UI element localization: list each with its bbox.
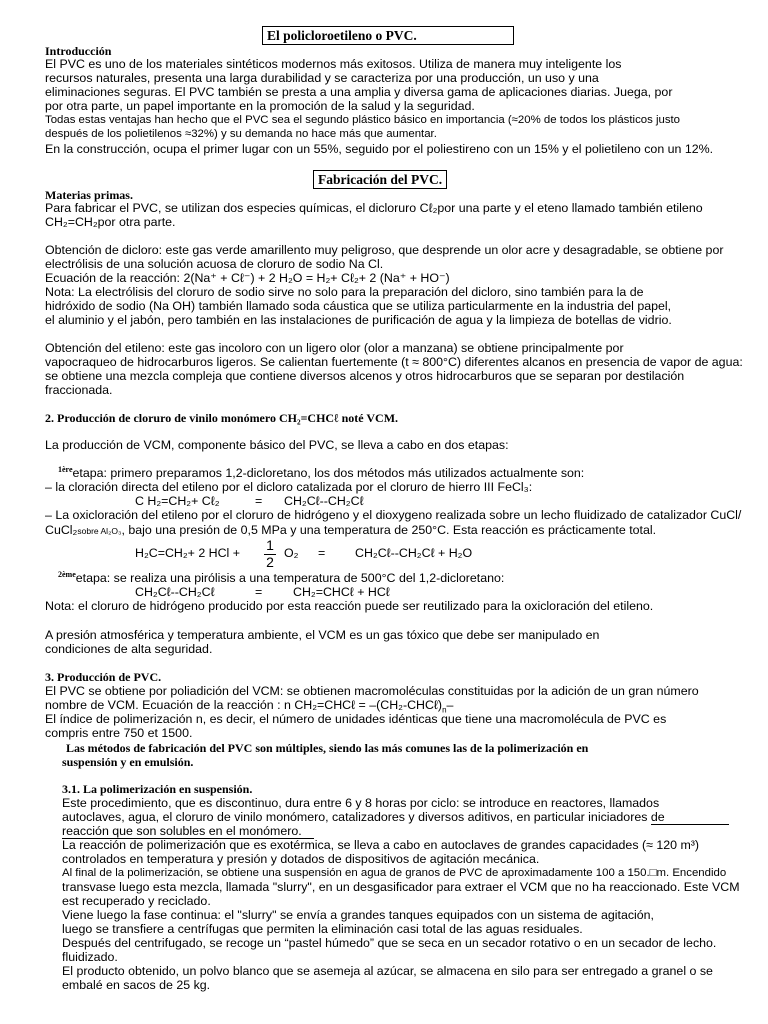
suspension-heading: 3.1. La polimerización en suspensión.	[62, 782, 253, 796]
intro-line: El PVC es uno de los materiales sintéticos modernos más exitosos. Utiliza de manera muy inteligente los	[45, 57, 622, 71]
eq2-equals: =	[318, 546, 326, 560]
produccion-equation	[45, 698, 454, 715]
eq3-equals: =	[255, 585, 263, 599]
suspension-line2: luego se transfiere a centrífugas que permiten la eliminación casi total de las aguas residuales.	[62, 922, 583, 936]
intro-line: después de los polietilenos ≈32%) y su demanda no hace más que aumentar.	[45, 128, 437, 140]
materias-line: Para fabricar el PVC, se utilizan dos especies químicas, el dicloruro Cℓ₂por una parte y el eteno llamado también etileno	[45, 201, 703, 215]
produccion-line: compris entre 750 et 1500.	[45, 726, 193, 740]
suspension-small-line: transvase luego esta mezcla, llamada "slurry", en un desgasificador para extraer el VCM que no ha reaccionado. Este VCM	[62, 880, 740, 894]
etapa1-line	[58, 466, 584, 480]
etapa2-line	[58, 571, 504, 585]
etapa2-ordinal: 2ème	[58, 569, 76, 579]
eq2-right: CH₂Cℓ--CH₂Cℓ + H₂O	[355, 546, 473, 560]
poly-subscript: n	[442, 705, 447, 715]
suspension-line2: El producto obtenido, un polvo blanco que se asemeja al azúcar, se almacena en silo para ser entregado a granel o se	[62, 964, 713, 978]
materias-heading: Materias primas.	[45, 188, 133, 202]
eq2-left: H₂C=CH₂+ 2 HCl +	[135, 546, 240, 560]
etileno-line: Obtención del etileno: este gas incoloro con un ligero olor (olor a manzana) se obtiene principalmente por	[45, 341, 624, 355]
oxi-conditions: , bajo una presión de 0,5 MPa y una temperatura de 250°C. Esta reacción es prácticamente total.	[121, 523, 657, 537]
presion-line: A presión atmosférica y temperatura ambiente, el VCM es un gas tóxico que debe ser manipulado en	[45, 628, 600, 642]
dicloro-line: Obtención de dicloro: este gas verde amarillento muy peligroso, que desprende un olor acre y desagradable, se obtiene por	[45, 243, 724, 257]
dicloro-line: electrólisis de una solución acuosa de cloruro de sodio Na Cl.	[45, 257, 384, 271]
poly-end: –	[446, 698, 454, 712]
oxicloracion-line: – La oxicloración del etileno por el cloruro de hidrógeno y el dioxygeno realizada sobre un lecho fluidizado de catalizador CuCl/	[45, 508, 742, 522]
produccion-line: El PVC se obtiene por poliadición del VCM: se obtienen macromoléculas constituidas por la adición de un gran número	[45, 684, 699, 698]
intro-line: por otra parte, un papel importante en la promoción de la salud y la seguridad.	[45, 99, 475, 113]
suspension-line: reacción que son solubles en el monómero.	[62, 824, 302, 838]
poly-equation: nombre de VCM. Ecuación de la reacción : n CH₂=CHCℓ = –(CH₂-CHCℓ)	[45, 698, 443, 712]
intro-line: Todas estas ventajas han hecho que el PVC sea el segundo plástico básico en importancia (≈20% de todos los plásticos justo	[45, 114, 681, 126]
suspension-line: controlados en temperatura y presión y dotados de dispositivos de agitación mecánica.	[62, 852, 540, 866]
etileno-line: se obtiene una mezcla compleja que contiene diversos alcenos y otros hidrocarburos que se separan por destilación	[45, 369, 685, 383]
vcm-nota: Nota: el cloruro de hidrógeno producido por esta reacción puede ser reutilizado para la oxicloración del etileno.	[45, 599, 654, 613]
intro-heading: Introducción	[45, 44, 112, 58]
eq1-right: CH₂Cℓ--CH₂Cℓ	[284, 494, 364, 508]
metodos-line: suspensión y en emulsión.	[62, 755, 194, 769]
dicloro-line: hidróxido de sodio (Na OH) también llamado soda cáustica que se utiliza particularmente en la industria del papel,	[45, 299, 672, 313]
oxi-catalyst-support: sobre Al₂O₃	[77, 526, 122, 536]
suspension-line2: Viene luego la fase continua: el "slurry" se envía a grandes tanques equipados con un sistema de agitación,	[62, 908, 655, 922]
oxicloracion-line	[45, 523, 656, 538]
vcm-intro: La producción de VCM, componente básico del PVC, se lleva a cabo en dos etapas:	[45, 438, 509, 452]
materias-line: CH₂=CH₂por otra parte.	[45, 215, 176, 229]
vcm-heading: 2. Producción de cloruro de vinilo monómero CH₂=CHCℓ noté VCM.	[45, 411, 399, 425]
eq3-left: CH₂Cℓ--CH₂Cℓ	[135, 585, 215, 599]
suspension-line2: embalé en sacos de 25 kg.	[62, 978, 211, 992]
cloracion-line: – la cloración directa del etileno por el dicloro catalizada por el cloruro de hierro III FeCl₃:	[45, 480, 533, 494]
suspension-line2: fluidizado.	[62, 950, 118, 964]
intro-line: recursos naturales, presenta una larga durabilidad y se caracteriza por una producción, un uso y una	[45, 71, 599, 85]
fabrication-title: Fabricación del PVC.	[313, 170, 447, 189]
suspension-line: Este procedimiento, que es discontinuo, dura entre 6 y 8 horas por ciclo: se introduce en reactores, llamados	[62, 796, 660, 810]
fraction-denominator: 2	[266, 554, 274, 570]
underline-1	[651, 824, 729, 825]
dicloro-equation: Ecuación de la reacción: 2(Na⁺ + Cℓ⁻) + 2 H₂O = H₂+ Cℓ₂+ 2 (Na⁺ + HO⁻)	[45, 271, 450, 285]
produccion-heading: 3. Producción de PVC.	[45, 670, 162, 684]
suspension-small-line: Al final de la polimerización, se obtiene una suspensión en agua de granos de PVC de aproximadamente 100 a 150.□m. Encendido	[62, 867, 727, 879]
metodos-line: Las métodos de fabricación del PVC son múltiples, siendo las más comunes las de la polimerización en	[66, 741, 589, 755]
etapa1-text: etapa: primero preparamos 1,2-dicloretano, los dos métodos más utilizados actualmente son:	[72, 466, 585, 480]
suspension-line: autoclaves, agua, el cloruro de vinilo monómero, catalizadores y diversos aditivos, en particular iniciadores de	[62, 810, 665, 824]
presion-line: condiciones de alta seguridad.	[45, 642, 213, 656]
etileno-line: vapocraqueo de hidrocarburos ligeros. Se calientan fuertemente (t ≈ 800°C) diferentes alcanos en presencia de vapor de agua:	[45, 355, 743, 369]
oxi-catalyst: CuCl₂	[45, 523, 78, 537]
etapa1-ordinal: 1ère	[58, 464, 73, 474]
intro-line: eliminaciones seguras. El PVC también se presta a una amplia y diversa gama de aplicaciones diarias. Juega, por	[45, 85, 673, 99]
eq1-equals: =	[255, 494, 263, 508]
eq1-left: C H₂=CH₂+ Cℓ₂	[135, 494, 220, 508]
etapa2-text: etapa: se realiza una pirólisis a una temperatura de 500°C del 1,2-dicloretano:	[75, 571, 505, 585]
eq2-o2: O₂	[284, 546, 299, 560]
intro-line: En la construcción, ocupa el primer lugar con un 55%, seguido por el poliestireno con un 15% y el polietileno con un 12%.	[45, 142, 714, 156]
suspension-small-line: est recuperado y reciclado.	[62, 894, 211, 908]
fraction-numerator: 1	[266, 537, 274, 553]
produccion-line: El índice de polimerización n, es decir, el número de unidades idénticas que tiene una macromolécula de PVC es	[45, 712, 667, 726]
document-title: El policloroetileno o PVC.	[262, 26, 514, 45]
suspension-line: La reacción de polimerización que es exotérmica, se lleva a cabo en autoclaves de grandes capacidades (≈ 120 m³)	[62, 838, 700, 852]
dicloro-line: el aluminio y el jabón, pero también en las instalaciones de purificación de agua y la limpieza de botellas de vidrio.	[45, 313, 672, 327]
etileno-line: fraccionada.	[45, 383, 113, 397]
eq3-right: CH₂=CHCℓ + HCℓ	[293, 585, 390, 599]
suspension-line2: Después del centrifugado, se recoge un “pastel húmedo” que se seca en un secador rotativo o en un secador de lecho.	[62, 936, 717, 950]
dicloro-line: Nota: La electrólisis del cloruro de sodio sirve no solo para la preparación del dicloro, sino también para la de	[45, 285, 644, 299]
